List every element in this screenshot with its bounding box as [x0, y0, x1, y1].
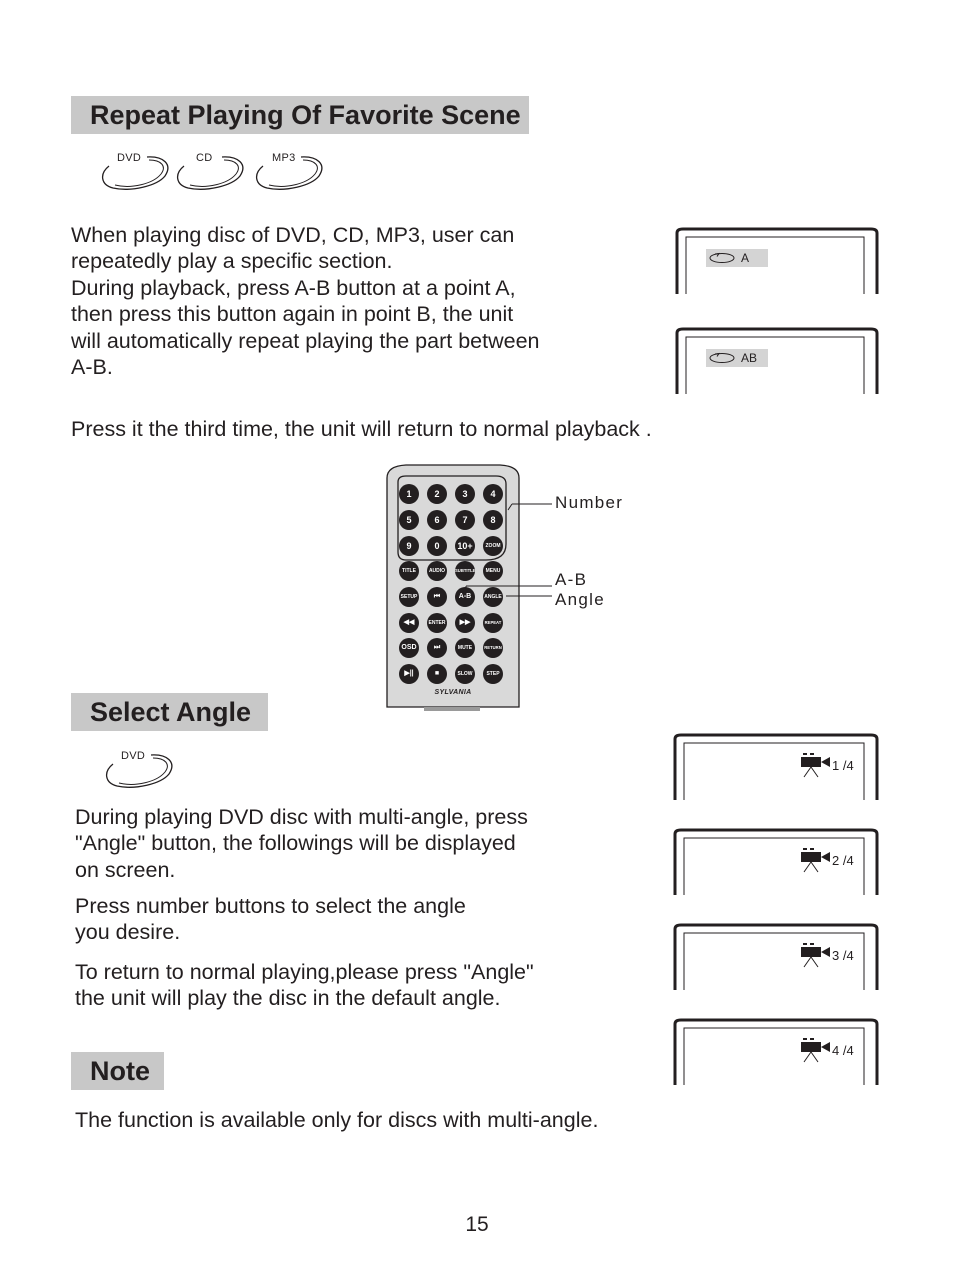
- remote-button: ◀◀: [399, 613, 419, 633]
- osd-screen-a: [674, 227, 880, 300]
- remote-button: 5: [399, 510, 419, 530]
- remote-brand-logo: SYLVANIA: [434, 689, 472, 696]
- camera-angle-icon: [800, 753, 834, 779]
- remote-button: ■: [427, 664, 447, 684]
- page-number: 15: [465, 1213, 489, 1236]
- text-line: When playing disc of DVD, CD, MP3, user can: [71, 223, 515, 247]
- disc-icon-dvd: [105, 752, 175, 786]
- remote-button: ANGLE: [483, 587, 503, 607]
- note-text: The function is available only for discs with multi-angle.: [75, 1108, 599, 1132]
- paragraph-third-press: Press it the third time, the unit will return to normal playback .: [71, 417, 652, 441]
- callout-lines: [420, 495, 560, 615]
- disc-icon-cd: [176, 154, 246, 188]
- callout-ab: A-B: [555, 570, 588, 589]
- paragraph-angle-intro: [75, 804, 615, 883]
- text-line: "Angle" button, the followings will be displayed: [75, 831, 516, 856]
- remote-button: 10+: [455, 536, 475, 556]
- disc-icon-dvd: [101, 154, 171, 188]
- remote-button: SETUP: [399, 587, 419, 607]
- angle-osd-screen: [672, 733, 880, 806]
- osd-repeat-indicator: [706, 349, 768, 367]
- text-line: A-B.: [71, 355, 113, 380]
- remote-button: MUTE: [455, 638, 475, 658]
- angle-osd-screen: [672, 923, 880, 996]
- camera-angle-icon: [800, 848, 834, 874]
- angle-number: 4 /4: [832, 1043, 854, 1058]
- remote-button: 0: [427, 536, 447, 556]
- text-line: Press number buttons to select the angle: [75, 894, 466, 918]
- osd-label: A: [741, 251, 750, 265]
- angle-number: 3 /4: [832, 948, 854, 963]
- remote-button: REPEAT: [483, 613, 503, 633]
- remote-button: ⏭: [427, 638, 447, 658]
- remote-button: STEP: [483, 664, 503, 684]
- text-line: the unit will play the disc in the default angle.: [75, 986, 501, 1011]
- remote-button: TITLE: [399, 561, 419, 581]
- remote-button: AUDIO: [427, 561, 447, 581]
- remote-button: 9: [399, 536, 419, 556]
- remote-button: 7: [455, 510, 475, 530]
- remote-button: SLOW: [455, 664, 475, 684]
- remote-button: ZOOM: [483, 536, 503, 556]
- remote-button: 1: [399, 484, 419, 504]
- disc-label: DVD: [117, 152, 142, 164]
- remote-button: ENTER: [427, 613, 447, 633]
- paragraph-repeat-intro: [71, 222, 611, 380]
- remote-button: A-B: [455, 587, 475, 607]
- angle-number: 2 /4: [832, 853, 854, 868]
- section-heading-select-angle: Select Angle: [71, 693, 268, 731]
- remote-button: SUBTITLE: [455, 561, 475, 581]
- text-line: will automatically repeat playing the part between: [71, 328, 540, 353]
- repeat-icon: [708, 252, 736, 264]
- remote-button: OSD: [399, 638, 419, 658]
- paragraph-angle-return: [75, 959, 635, 1012]
- remote-button: ⏮: [427, 587, 447, 607]
- disc-label: MP3: [272, 152, 296, 164]
- text-line: repeatedly play a specific section.: [71, 249, 393, 274]
- remote-button: 3: [455, 484, 475, 504]
- remote-button: MENU: [483, 561, 503, 581]
- section-heading-note: Note: [71, 1052, 164, 1090]
- repeat-icon: [708, 352, 736, 364]
- text-line: To return to normal playing,please press "Angle": [75, 960, 534, 984]
- remote-button: ▶▶: [455, 613, 475, 633]
- disc-label: DVD: [121, 750, 146, 762]
- osd-screen-ab: [674, 327, 880, 400]
- remote-button: 8: [483, 510, 503, 530]
- disc-label: CD: [196, 152, 213, 164]
- remote-button: ▶||: [399, 664, 419, 684]
- callout-angle: Angle: [555, 590, 605, 609]
- text-line: then press this button again in point B, the unit: [71, 302, 514, 327]
- disc-icon-mp3: [255, 154, 325, 188]
- section-heading-repeat: Repeat Playing Of Favorite Scene: [71, 96, 529, 134]
- paragraph-angle-select: [75, 893, 615, 946]
- angle-osd-screen: [672, 1018, 880, 1091]
- text-line: During playing DVD disc with multi-angle, press: [75, 805, 528, 829]
- remote-button: RETURN: [483, 638, 503, 658]
- remote-button: 6: [427, 510, 447, 530]
- angle-number: 1 /4: [832, 758, 854, 773]
- camera-angle-icon: [800, 1038, 834, 1064]
- camera-angle-icon: [800, 943, 834, 969]
- text-line: During playback, press A-B button at a point A,: [71, 275, 516, 300]
- remote-button: 2: [427, 484, 447, 504]
- remote-button: 4: [483, 484, 503, 504]
- osd-repeat-indicator: [706, 249, 768, 267]
- text-line: on screen.: [75, 857, 176, 882]
- angle-osd-screen: [672, 828, 880, 901]
- text-line: you desire.: [75, 920, 181, 945]
- osd-label: AB: [741, 351, 758, 365]
- callout-number: Number: [555, 493, 624, 512]
